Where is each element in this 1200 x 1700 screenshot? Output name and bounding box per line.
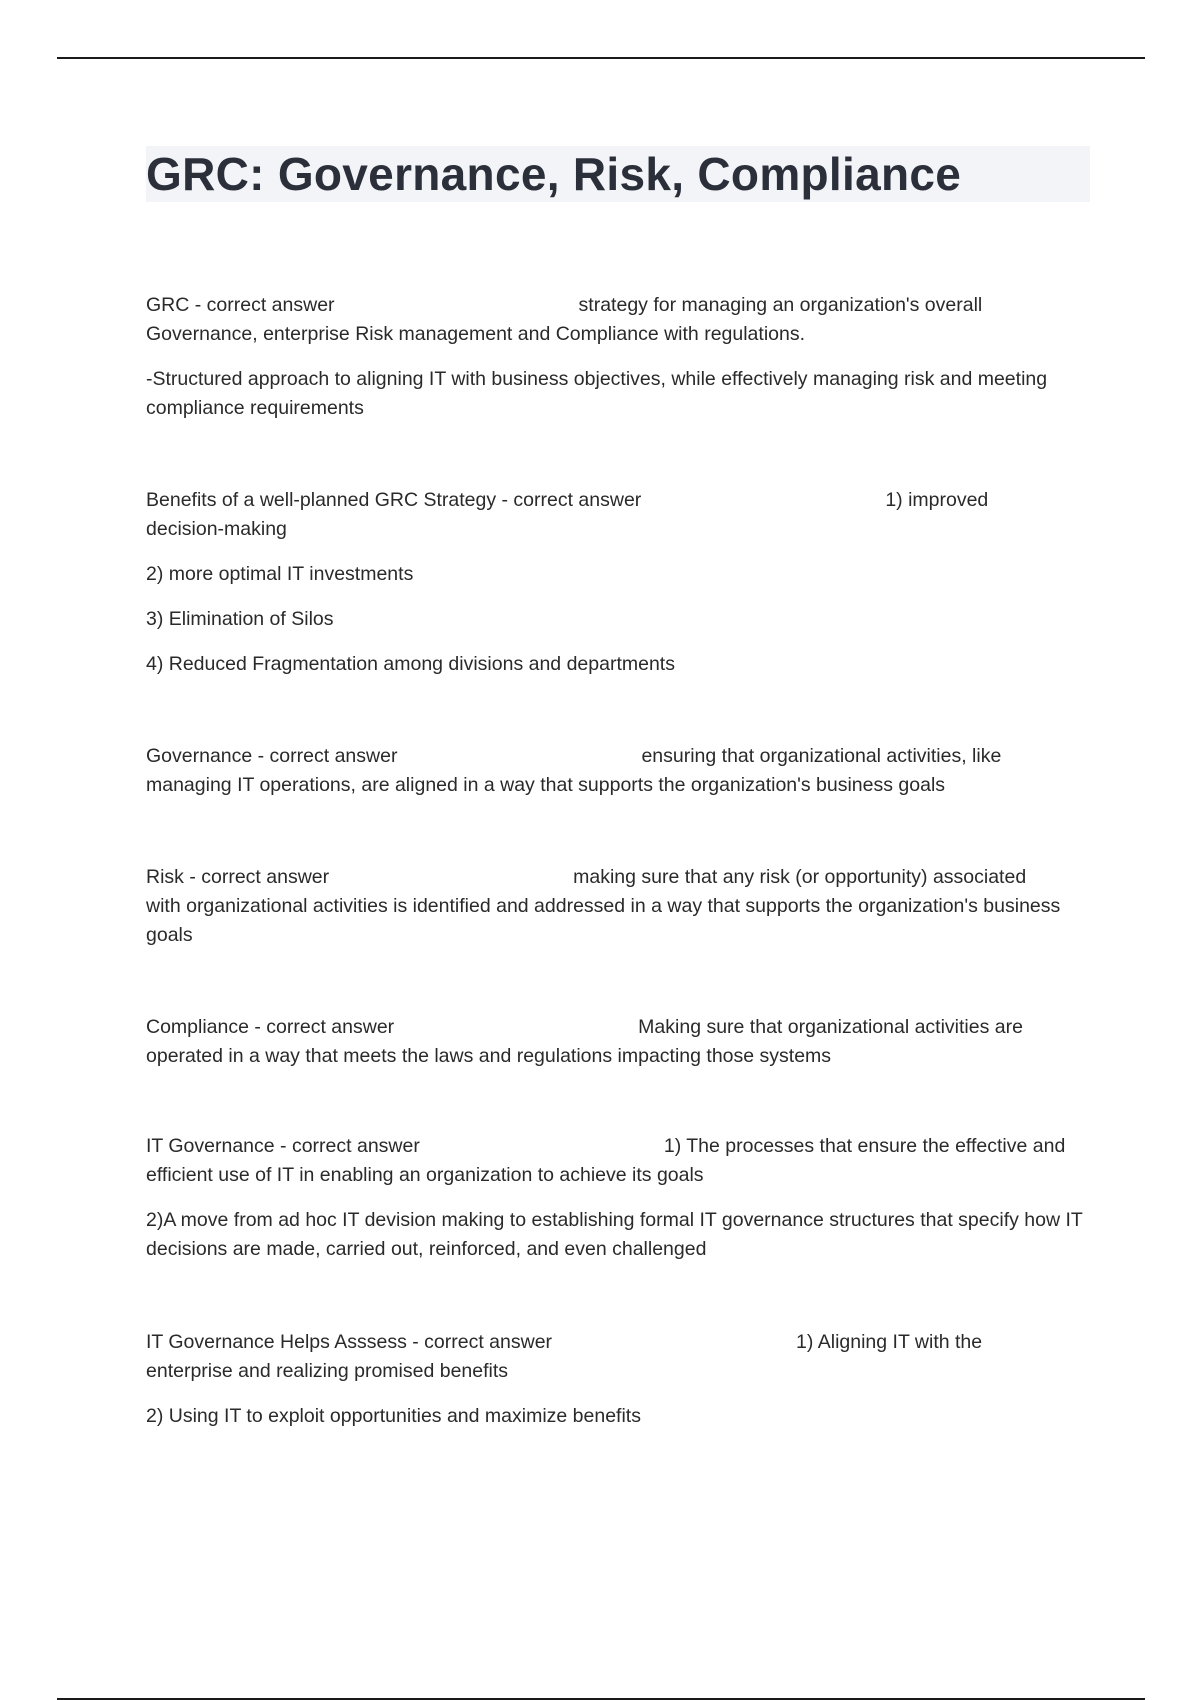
flashcard-answer-line: ensuring that organizational activities, like	[641, 745, 1002, 767]
top-rule	[57, 57, 1145, 59]
flashcard-risk	[146, 863, 1090, 950]
title-banner	[146, 146, 1090, 202]
flashcard-answer-line: enterprise and realizing promised benefits	[146, 1360, 509, 1382]
flashcard-it-governance	[146, 1132, 1090, 1264]
flashcard-answer-line: managing IT operations, are aligned in a way that supports the organization's business goals	[146, 774, 946, 796]
flashcard-answer-line: operated in a way that meets the laws and regulations impacting those systems	[146, 1045, 832, 1067]
page-title: GRC: Governance, Risk, Compliance	[146, 148, 962, 200]
flashcard-extra: 2) Using IT to exploit opportunities and maximize benefits	[146, 1405, 641, 1427]
flashcard-it-governance-helps-assess	[146, 1328, 1090, 1431]
flashcard-term: GRC - correct answer	[146, 294, 335, 316]
flashcard-grc	[146, 291, 1090, 423]
flashcard-extra: -Structured approach to aligning IT with business objectives, while effectively managing risk and meeting compliance requirements	[146, 368, 1048, 419]
flashcard-answer-line: decision-making	[146, 518, 287, 540]
flashcard-term: IT Governance Helps Asssess - correct answer	[146, 1331, 553, 1353]
flashcard-definition	[146, 742, 1090, 800]
flashcard-definition	[146, 291, 1090, 349]
flashcard-term: IT Governance - correct answer	[146, 1135, 420, 1157]
flashcard-answer-line: 1) improved	[885, 489, 989, 511]
flashcard-term: Governance - correct answer	[146, 745, 398, 767]
flashcard-answer-line: Making sure that organizational activities are	[638, 1016, 1023, 1038]
flashcard-answer-line: 1) The processes that ensure the effective and	[663, 1135, 1066, 1157]
flashcard-governance	[146, 742, 1090, 800]
flashcard-answer-line: with organizational activities is identified and addressed in a way that supports the organization's business goals	[146, 895, 1061, 946]
flashcard-extra: 2)A move from ad hoc IT devision making to establishing formal IT governance structures that specify how IT decisions are made, carried out, reinforced, and even challenged	[146, 1209, 1083, 1260]
flashcard-answer-line: making sure that any risk (or opportunity) associated	[573, 866, 1027, 888]
flashcard-answer-line: efficient use of IT in enabling an organization to achieve its goals	[146, 1164, 704, 1186]
flashcard-answer-line: strategy for managing an organization's overall	[578, 294, 983, 316]
flashcard-extra: 3) Elimination of Silos	[146, 608, 334, 630]
flashcard-definition	[146, 486, 1090, 544]
flashcard-definition	[146, 1328, 1090, 1386]
flashcard-definition	[146, 1013, 1090, 1071]
flashcard-answer-line: 1) Aligning IT with the	[796, 1331, 983, 1353]
flashcard-term: Benefits of a well-planned GRC Strategy - correct answer	[146, 489, 642, 511]
flashcard-benefits	[146, 486, 1090, 679]
flashcard-definition	[146, 1132, 1090, 1190]
flashcard-answer-line: Governance, enterprise Risk management and Compliance with regulations.	[146, 323, 806, 345]
flashcard-extra: 2) more optimal IT investments	[146, 563, 414, 585]
flashcard-definition	[146, 863, 1090, 950]
flashcard-term: Risk - correct answer	[146, 866, 330, 888]
flashcard-extra: 4) Reduced Fragmentation among divisions and departments	[146, 653, 675, 675]
flashcard-compliance	[146, 1013, 1090, 1071]
flashcard-term: Compliance - correct answer	[146, 1016, 395, 1038]
